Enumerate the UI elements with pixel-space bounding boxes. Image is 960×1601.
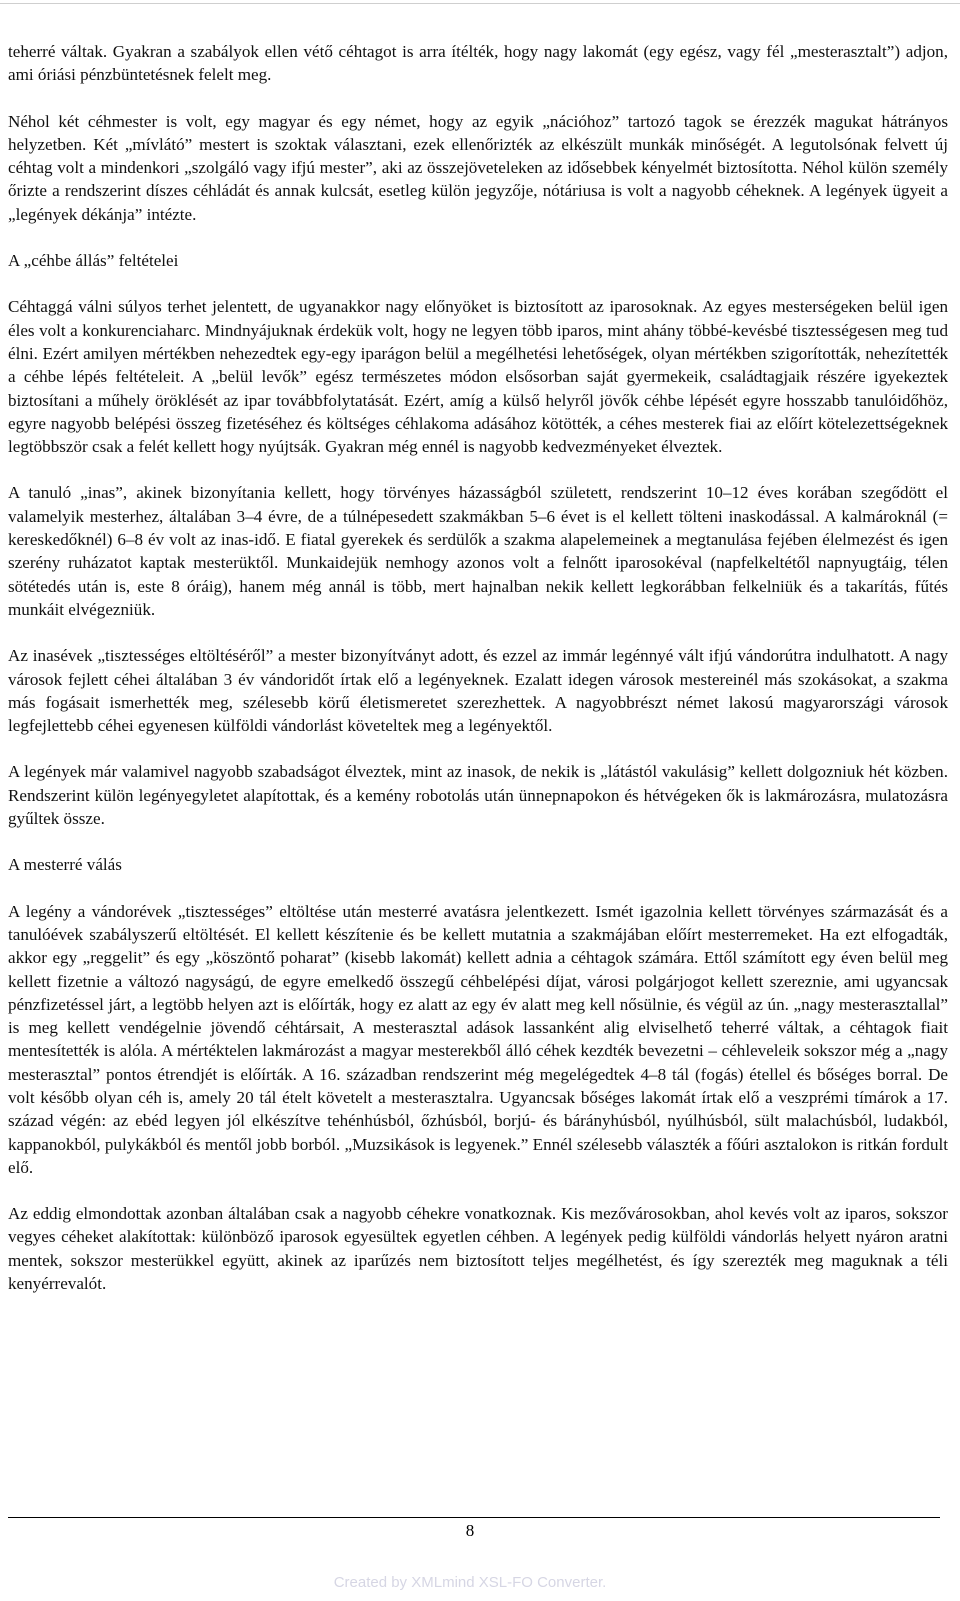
section-heading-guild-entry: A „céhbe állás” feltételei xyxy=(8,251,179,271)
paragraph-small-towns: Az eddig elmondottak azonban általában csak a nagyobb céhekre vonatkoznak. Kis mezővárosokban, ahol kevés volt az iparos, sokszor vegyes céheket alakítottak: különböző iparosok egyesültek egyetlen céhben. A legények pedig külföldi vándorlás helyett nyáron aratni mentek, sokszor mesterükkel együtt, akinek az iparűzés nem biztosított teljes megélhetést, és így szerezték meg maguknak a téli kenyérrevalót. xyxy=(8,1204,948,1294)
paragraph-continuation: teherré váltak. Gyakran a szabályok ellen vétő céhtagot is arra ítélték, hogy nagy lakomát (egy egész, vagy fél „mesterasztalt”) adjon, ami óriási pénzbüntetésnek felelt meg. xyxy=(8,42,948,85)
document-body xyxy=(8,40,948,1318)
paragraph-apprentice: A tanuló „inas”, akinek bizonyítania kellett, hogy törvényes házasságból született, rendszerint 10–12 éves korában szegődött el valamelyik mesterhez, általában 3–4 évre, de a túlnépesedett szakmákban 5–6 évet is el kellett tölteni inaskodással. A kalmároknál (= kereskedőknél) 6–8 év volt az inas-idő. E fiatal gyerekek és serdülők a szakma alapelemeinek a megtanulása fejében élelmezést és igen szerény ruházatot kaptak mesterüktől. Munkaidejük nemhogy azonos volt a felnőtt iparosokéval (napfelkeltétől napnyugtáig, télen sötétedés után is, este 8 óráig), hanem még annál is több, mert hajnalban nekik kellett legkorábban felkelniük és a takarítás, fűtés munkáit elvégezniük. xyxy=(8,483,948,619)
paragraph-guild-officers: Néhol két céhmester is volt, egy magyar és egy német, hogy az egyik „nációhoz” tartozó tagok se érezzék magukat hátrányos helyzetben. Két „mívlátó” mestert is szoktak választani, ezek ellenőrizték az elkészült munkák minőségét. A legutolsónak felvett új céhtag volt a mindenkori „szolgáló vagy ifjú mester”, aki az összejöveteleken az idősebbek kényelmét biztosította. Néhol külön személy őrizte a rendszerint díszes céhládát és annak kulcsát, esetleg külön jegyzője, nótáriusa is volt a nagyobb céheknek. A legények ügyeit a „legények dékánja” intézte. xyxy=(8,111,948,224)
converter-credit: Created by XMLmind XSL-FO Converter. xyxy=(333,1574,607,1591)
page-number: 8 xyxy=(465,1521,475,1540)
section-heading-becoming-master: A mesterré válás xyxy=(8,855,122,875)
paragraph-journeyman-life: A legények már valamivel nagyobb szabadságot élveztek, mint az inasok, de nekik is „látástól vakulásig” kellett dolgozniuk hét közben. Rendszerint külön legényegyletet alapítottak, és a kemény robotolás után ünnepnapokon és hétvégeken ők is lakmározásra, mulatozásra gyűltek össze. xyxy=(8,762,948,829)
paragraph-journeyman-travel: Az inasévek „tisztességes eltöltéséről” a mester bizonyítványt adott, és ezzel az immár legénnyé vált ifjú vándorútra indulhatott. A nagy városok fejlett céhei általában 3 év vándoridőt írtak elő a legényeknek. Ezalatt idegen városok mestereinél más szokásokat, a szakma más fogásait ismerhették meg, szélesebb körű életismeretet szerezhettek. A nagyobbrészt német lakosú magyarországi városok legfejlettebb céhei egyenesen külföldi vándorlást követeltek meg a legényektől. xyxy=(8,646,948,736)
paragraph-master-feast: A legény a vándorévek „tisztességes” eltöltése után mesterré avatásra jelentkezett. Ismét igazolnia kellett törvényes származását és a tanulóévek szabályszerű eltöltését. El kellett készítenie és be kellett mutatnia a szakmájában előírt mesterremeket. Ha ezt elfogadták, akkor egy „reggelit” és egy „köszöntő poharat” (kisebb lakomát) kellett adnia a céhtagok számára. Ettől számított egy éven belül meg kellett fizetnie a változó nagyságú, de egyre emelkedő összegű céhbelépési díjat, városi polgárjogot kellett szereznie, ami ugyancsak pénzfizetéssel járt, a legtöbb helyen azt is előírták, hogy ez alatt az egy év alatt meg kell nősülnie, és végül az ún. „nagy mesterasztallal” is meg kellett vendégelnie jövendő céhtársait, A mesterasztal adások lassanként alig elviselhető teherré váltak, a céhtagok fiait mentesítették is alóla. A mértéktelen lakmározást a magyar mesterekből álló céhek kezdték bevezetni – céhleveleik sokszor még a „nagy mesterasztal” pontos étrendjét is előírták. A 16. században rendszerint még megelégedtek 4–8 tál (fogás) étellel és bőséges borral. De volt később olyan céh is, amely 20 tál ételt követelt a mesterasztalra. Ugyancsak bőséges lakomát írtak elő a veszprémi tímárok a 17. század végén: az ebéd legyen jól elkészítve tehénhúsból, őzhúsból, borjú- és bárányhúsból, nyúlhúsból, sült malachúsból, ludakból, kappanokból, pulykákból és mentől jobb borból. „Muzsikások is legyenek.” Ennél szélesebb választék a főúri asztalokon is ritkán fordult elő. xyxy=(8,901,948,1177)
footer-divider xyxy=(8,1517,940,1518)
paragraph-guild-membership: Céhtaggá válni súlyos terhet jelentett, de ugyanakkor nagy előnyöket is biztosított az iparosoknak. Az egyes mesterségeken belül igen éles volt a konkurenciaharc. Mindnyájuknak érdekük volt, hogy ne legyen több iparos, mint ahány többé-kevésbé tisztességesen meg tud élni. Ezért amilyen mértékben nehezedtek egy-egy iparágon belül a megélhetési lehetőségek, olyan mértékben szigorították, nehezítették a céhbe lépés feltételeit. A „belül levők” egész természetes módon elsősorban saját gyermekeik, családtagjaik részére igyekeztek biztosítani a műhely öröklését az ipar továbbfolytatását. Ezért, amíg a külső helyről jövők céhbe lépését egyre hosszabb tanulóidőhöz, egyre nagyobb belépési összeg fizetéséhez és költséges céhlakoma adásához kötötték, a céhes mesterek fiai az előírt kötelezettségeknek legtöbbször csak a felét kellett hogy nyújtsák. Gyakran még ennél is nagyobb kedvezményeket élveztek. xyxy=(8,297,948,457)
top-border-line xyxy=(0,3,960,4)
